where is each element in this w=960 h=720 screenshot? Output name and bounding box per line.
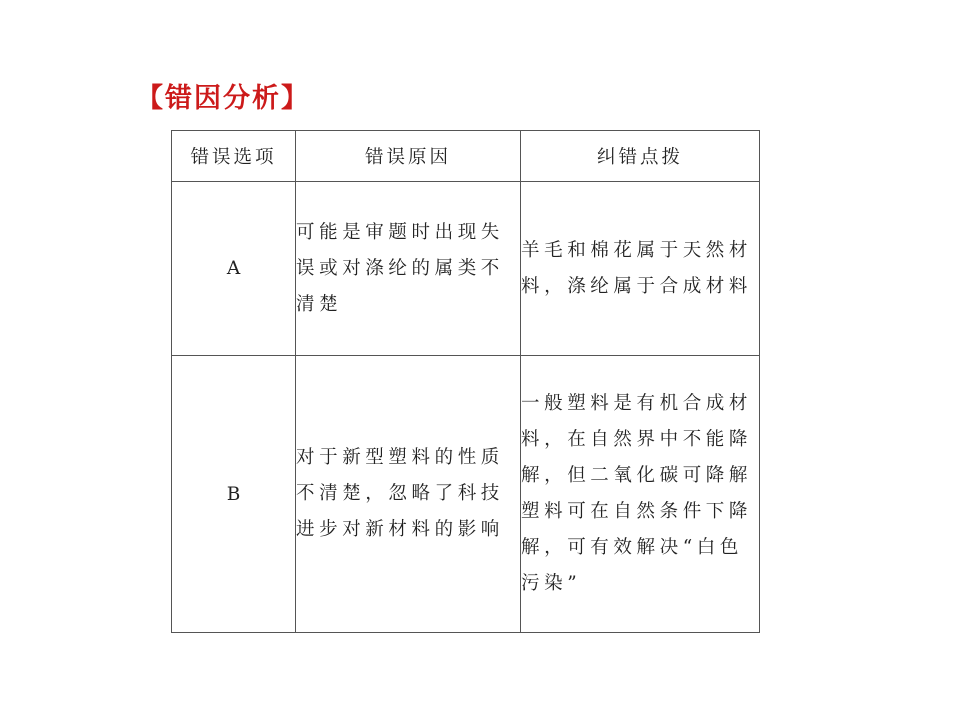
header-wrong-option: 错误选项	[172, 131, 296, 182]
tip-cell: 一般塑料是有机合成材料，在自然界中不能降解，但二氧化碳可降解塑料可在自然条件下降解，可有效解决“白色污染”	[521, 356, 760, 633]
table-row	[172, 182, 760, 356]
option-cell: B	[172, 356, 296, 633]
header-correction-tip: 纠错点拨	[521, 131, 760, 182]
option-cell: A	[172, 182, 296, 356]
reason-cell: 对于新型塑料的性质不清楚，忽略了科技进步对新材料的影响	[296, 356, 521, 633]
tip-cell: 羊毛和棉花属于天然材料，涤纶属于合成材料	[521, 182, 760, 356]
section-title: 【错因分析】	[136, 83, 310, 114]
reason-cell: 可能是审题时出现失误或对涤纶的属类不清楚	[296, 182, 521, 356]
error-analysis-table	[171, 130, 760, 633]
header-error-reason: 错误原因	[296, 131, 521, 182]
table-row	[172, 356, 760, 633]
table-header-row	[172, 131, 760, 182]
